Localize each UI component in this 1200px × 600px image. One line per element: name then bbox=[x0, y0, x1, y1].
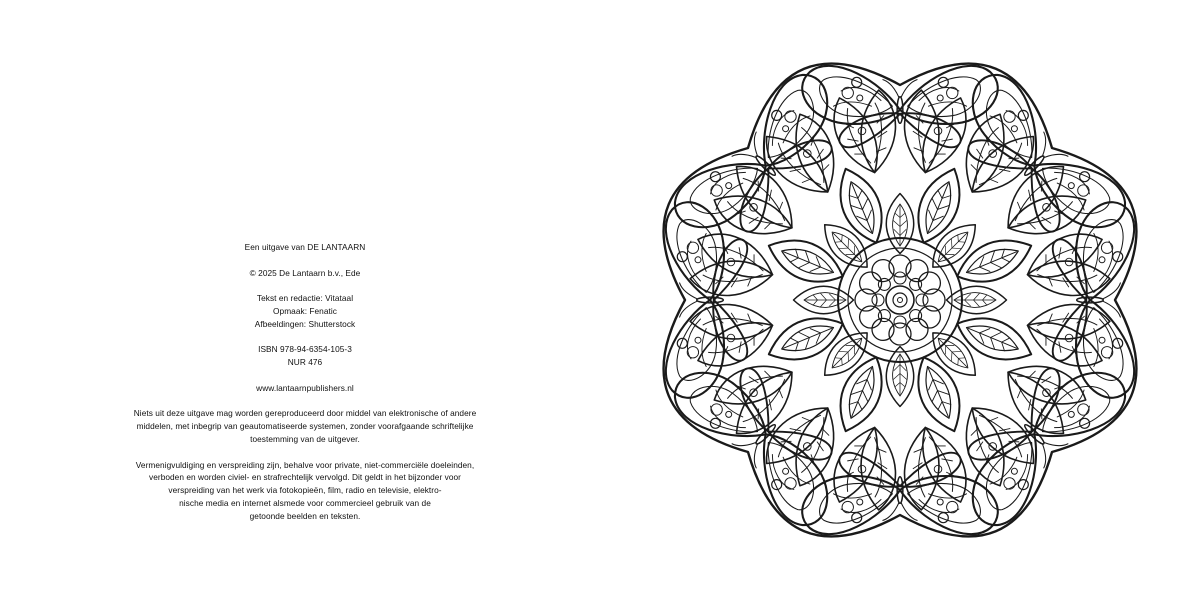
rights-notice-line: toestemming van de uitgever. bbox=[250, 433, 360, 444]
leaf-shape bbox=[693, 318, 779, 370]
petal-shape bbox=[829, 350, 893, 438]
leaf-shape bbox=[829, 93, 881, 179]
edge-curl bbox=[726, 411, 732, 417]
butterfly-shape bbox=[939, 339, 1135, 535]
petal bbox=[815, 215, 877, 277]
butterfly-ring bbox=[665, 65, 1134, 534]
petal-shape bbox=[829, 162, 893, 250]
leaf-shape bbox=[918, 422, 970, 508]
publisher-block bbox=[110, 241, 500, 254]
edge-curl bbox=[1099, 257, 1105, 263]
right-page bbox=[600, 0, 1200, 600]
butterfly bbox=[665, 339, 861, 535]
leaf-shape bbox=[693, 229, 779, 281]
butterfly-shape bbox=[666, 202, 747, 398]
butterfly-shape bbox=[802, 66, 998, 147]
copying-notice bbox=[110, 459, 500, 523]
edge-curl bbox=[783, 126, 789, 132]
copyright-line: © 2025 De Lantaarn b.v., Ede bbox=[249, 267, 361, 278]
edge-curl bbox=[1099, 337, 1105, 343]
credit-images: Afbeeldingen: Shutterstock bbox=[254, 318, 356, 329]
petal-shape bbox=[950, 229, 1038, 293]
copyright-block bbox=[110, 267, 500, 280]
edge-curl bbox=[937, 499, 943, 505]
mandala-illustration-svg bbox=[600, 0, 1200, 600]
inner-ring bbox=[848, 248, 952, 352]
petal bbox=[794, 286, 854, 313]
edge-curl bbox=[857, 499, 863, 505]
edge-curl bbox=[695, 257, 701, 263]
butterfly bbox=[666, 202, 747, 398]
leaf bbox=[829, 93, 881, 179]
edge-curl bbox=[1011, 468, 1017, 474]
leaf-ring bbox=[688, 88, 1112, 512]
edge-curl bbox=[783, 468, 789, 474]
leaf-shape bbox=[829, 422, 881, 508]
petal bbox=[907, 350, 971, 438]
outer-scallops bbox=[664, 64, 1137, 537]
mandala-drawing bbox=[664, 64, 1137, 537]
copying-notice-line: nische media en internet alsmede voor commercieel gebruik van de bbox=[179, 497, 431, 508]
rights-notice-line: middelen, met inbegrip van geautomatiseerde systemen, zonder voorafgaande schriftelijke bbox=[136, 421, 474, 432]
petal-shape bbox=[815, 215, 877, 277]
inner-ring bbox=[838, 238, 962, 362]
butterfly bbox=[665, 65, 861, 261]
mandala-illustration bbox=[600, 0, 1200, 600]
petal-shape bbox=[947, 286, 1007, 313]
petal bbox=[923, 323, 985, 385]
nur-line: NUR 476 bbox=[287, 357, 323, 368]
center-lobe bbox=[878, 278, 890, 290]
isbn-line: ISBN 978-94-6354-105-3 bbox=[258, 344, 352, 355]
petal-shape bbox=[907, 162, 971, 250]
butterfly-shape bbox=[939, 65, 1135, 261]
outer-outline bbox=[664, 64, 1137, 537]
center-dot bbox=[898, 298, 903, 303]
leaf bbox=[1022, 229, 1108, 281]
petal bbox=[829, 350, 893, 438]
petal bbox=[950, 307, 1038, 371]
center-lobe bbox=[894, 316, 906, 328]
petal-shape bbox=[762, 307, 850, 371]
credits-block bbox=[110, 292, 500, 330]
center-circle bbox=[886, 286, 914, 314]
petal bbox=[923, 215, 985, 277]
colophon bbox=[110, 241, 500, 523]
copying-notice-line: Vermenigvuldiging en verspreiding zijn, behalve voor private, niet-commerciële doeleinden, bbox=[135, 459, 475, 470]
petal-shape bbox=[923, 215, 985, 277]
center-lobe bbox=[872, 294, 884, 306]
edge-curl bbox=[857, 95, 863, 101]
website-block bbox=[110, 382, 500, 395]
butterfly bbox=[1053, 202, 1134, 398]
center-lobe bbox=[910, 278, 922, 290]
leaf-shape bbox=[1022, 229, 1108, 281]
petal-shape bbox=[886, 194, 913, 254]
rights-notice bbox=[110, 407, 500, 445]
leaf bbox=[918, 93, 970, 179]
butterfly-shape bbox=[1053, 202, 1134, 398]
leaf bbox=[918, 422, 970, 508]
edge-curl bbox=[1068, 183, 1074, 189]
center-lobe bbox=[894, 272, 906, 284]
petal-shape bbox=[923, 323, 985, 385]
butterfly-shape bbox=[802, 453, 998, 534]
petal-shape bbox=[815, 323, 877, 385]
petal bbox=[950, 229, 1038, 293]
center-lobe bbox=[916, 294, 928, 306]
leaf bbox=[693, 229, 779, 281]
leaf bbox=[1022, 318, 1108, 370]
center-lobe bbox=[910, 310, 922, 322]
publisher-line: Een uitgave van DE LANTAARN bbox=[244, 242, 366, 252]
copying-notice-line: getoonde beelden en teksten. bbox=[249, 510, 361, 521]
center-lobe bbox=[878, 310, 890, 322]
credit-layout: Opmaak: Fenatic bbox=[273, 305, 337, 316]
butterfly bbox=[802, 66, 998, 147]
petal bbox=[907, 162, 971, 250]
edge-curl bbox=[937, 95, 943, 101]
leaf-shape bbox=[1022, 318, 1108, 370]
petal bbox=[886, 347, 913, 407]
petal bbox=[815, 323, 877, 385]
edge-curl bbox=[726, 183, 732, 189]
butterfly bbox=[939, 339, 1135, 535]
petal bbox=[829, 162, 893, 250]
leaf-shape bbox=[918, 93, 970, 179]
copying-notice-line: verboden en worden civiel- en strafrechtelijk vervolgd. Dit geldt in het bijzonder voor bbox=[149, 472, 461, 483]
petal-shape bbox=[950, 307, 1038, 371]
edge-curl bbox=[695, 337, 701, 343]
butterfly-shape bbox=[665, 339, 861, 535]
petal bbox=[947, 286, 1007, 313]
center-circle bbox=[893, 293, 907, 307]
edge-curl bbox=[1011, 126, 1017, 132]
identifiers-block bbox=[110, 343, 500, 369]
copying-notice-line: verspreiding van het werk via fotokopieën, film, radio en televisie, elektro- bbox=[168, 485, 442, 496]
butterfly bbox=[939, 65, 1135, 261]
center-flower bbox=[855, 255, 945, 345]
petal-shape bbox=[762, 229, 850, 293]
credit-text-editing: Tekst en redactie: Vitataal bbox=[256, 293, 354, 304]
website-line: www.lantaarnpublishers.nl bbox=[256, 382, 354, 393]
edge-curl bbox=[1068, 411, 1074, 417]
petal bbox=[762, 229, 850, 293]
rights-notice-line: Niets uit deze uitgave mag worden gereproduceerd door middel van elektronische of andere bbox=[133, 408, 477, 419]
petal-ring bbox=[762, 162, 1038, 438]
petal-shape bbox=[907, 350, 971, 438]
leaf bbox=[829, 422, 881, 508]
petal-shape bbox=[886, 347, 913, 407]
leaf bbox=[693, 318, 779, 370]
petal-shape bbox=[794, 286, 854, 313]
butterfly-shape bbox=[665, 65, 861, 261]
petal bbox=[762, 307, 850, 371]
petal bbox=[886, 194, 913, 254]
butterfly bbox=[802, 453, 998, 534]
